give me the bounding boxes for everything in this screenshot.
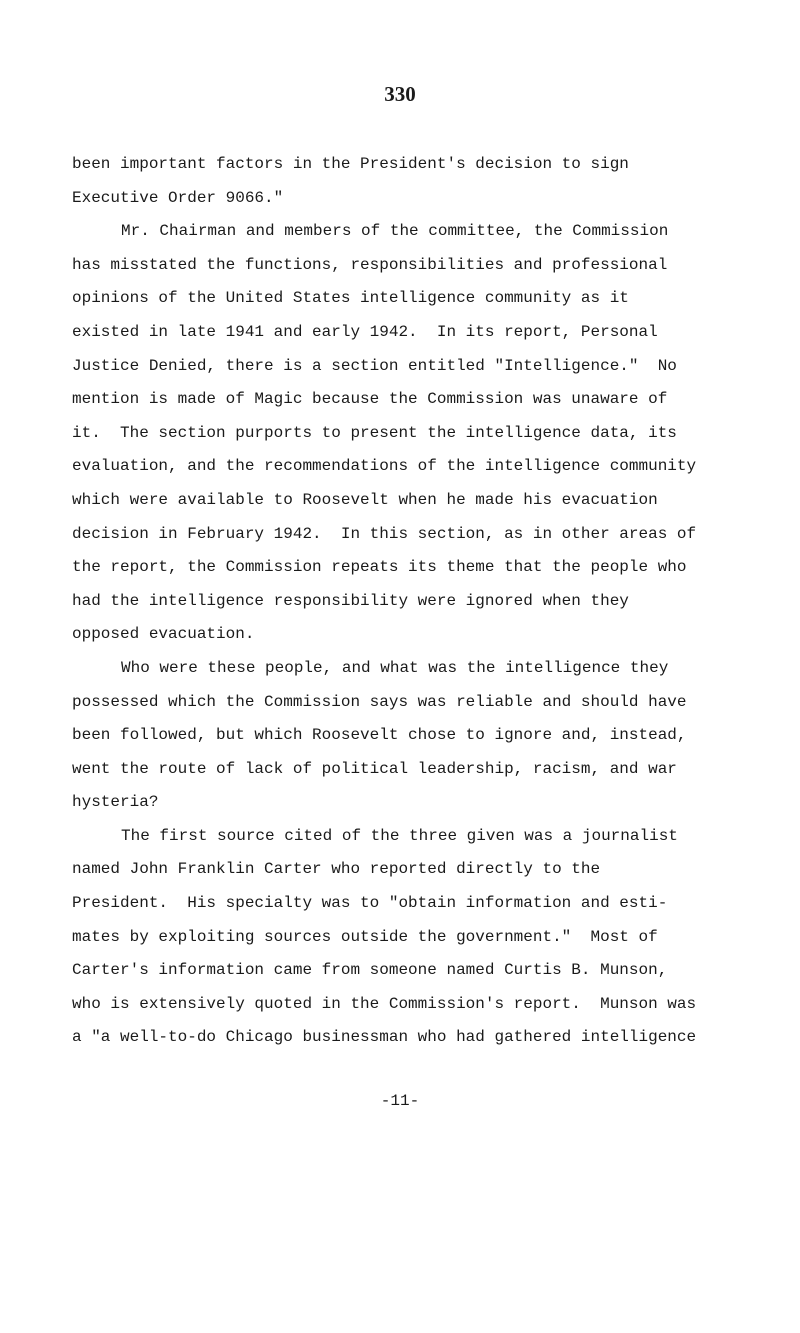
text-line: who is extensively quoted in the Commission's report. Munson was [72, 994, 697, 1013]
text-line: which were available to Roosevelt when he made his evacuation [72, 490, 658, 509]
text-line: has misstated the functions, responsibilities and professional [72, 255, 668, 274]
text-line: Justice Denied, there is a section entitled "Intelligence." No [72, 356, 677, 375]
body-text [72, 148, 752, 1055]
text-line: it. The section purports to present the intelligence data, its [72, 423, 677, 442]
text-line: been important factors in the President's decision to sign [72, 155, 629, 173]
text-line: had the intelligence responsibility were ignored when they [72, 591, 629, 610]
text-line: The first source cited of the three given was a journalist [121, 826, 678, 845]
text-line: opinions of the United States intelligence community as it [72, 289, 629, 308]
text-line: mates by exploiting sources outside the government." Most of [72, 927, 658, 946]
text-line: evaluation, and the recommendations of the intelligence community [72, 457, 697, 476]
text-line: hysteria? [72, 793, 159, 812]
text-line: opposed evacuation. [72, 625, 255, 644]
text-line: Carter's information came from someone named Curtis B. Munson, [72, 961, 668, 980]
text-line: President. His specialty was to "obtain information and esti- [72, 894, 668, 913]
page-footer-number: -11- [380, 1092, 420, 1110]
text-line: a "a well-to-do Chicago businessman who had gathered intelligence [72, 1028, 697, 1047]
text-line: decision in February 1942. In this section, as in other areas of [72, 524, 697, 543]
text-line: went the route of lack of political leadership, racism, and war [72, 759, 677, 778]
text-line: mention is made of Magic because the Commission was unaware of [72, 390, 668, 409]
text-line: Executive Order 9066." [72, 188, 284, 207]
text-line: Mr. Chairman and members of the committee, the Commission [121, 222, 669, 241]
text-line: the report, the Commission repeats its theme that the people who [72, 558, 687, 577]
text-line: existed in late 1941 and early 1942. In its report, Personal [72, 322, 658, 341]
text-line: possessed which the Commission says was reliable and should have [72, 692, 687, 711]
text-line: been followed, but which Roosevelt chose to ignore and, instead, [72, 726, 687, 745]
page-number: 330 [384, 82, 416, 106]
text-line: Who were these people, and what was the intelligence they [121, 658, 669, 677]
text-line: named John Franklin Carter who reported directly to the [72, 860, 601, 879]
